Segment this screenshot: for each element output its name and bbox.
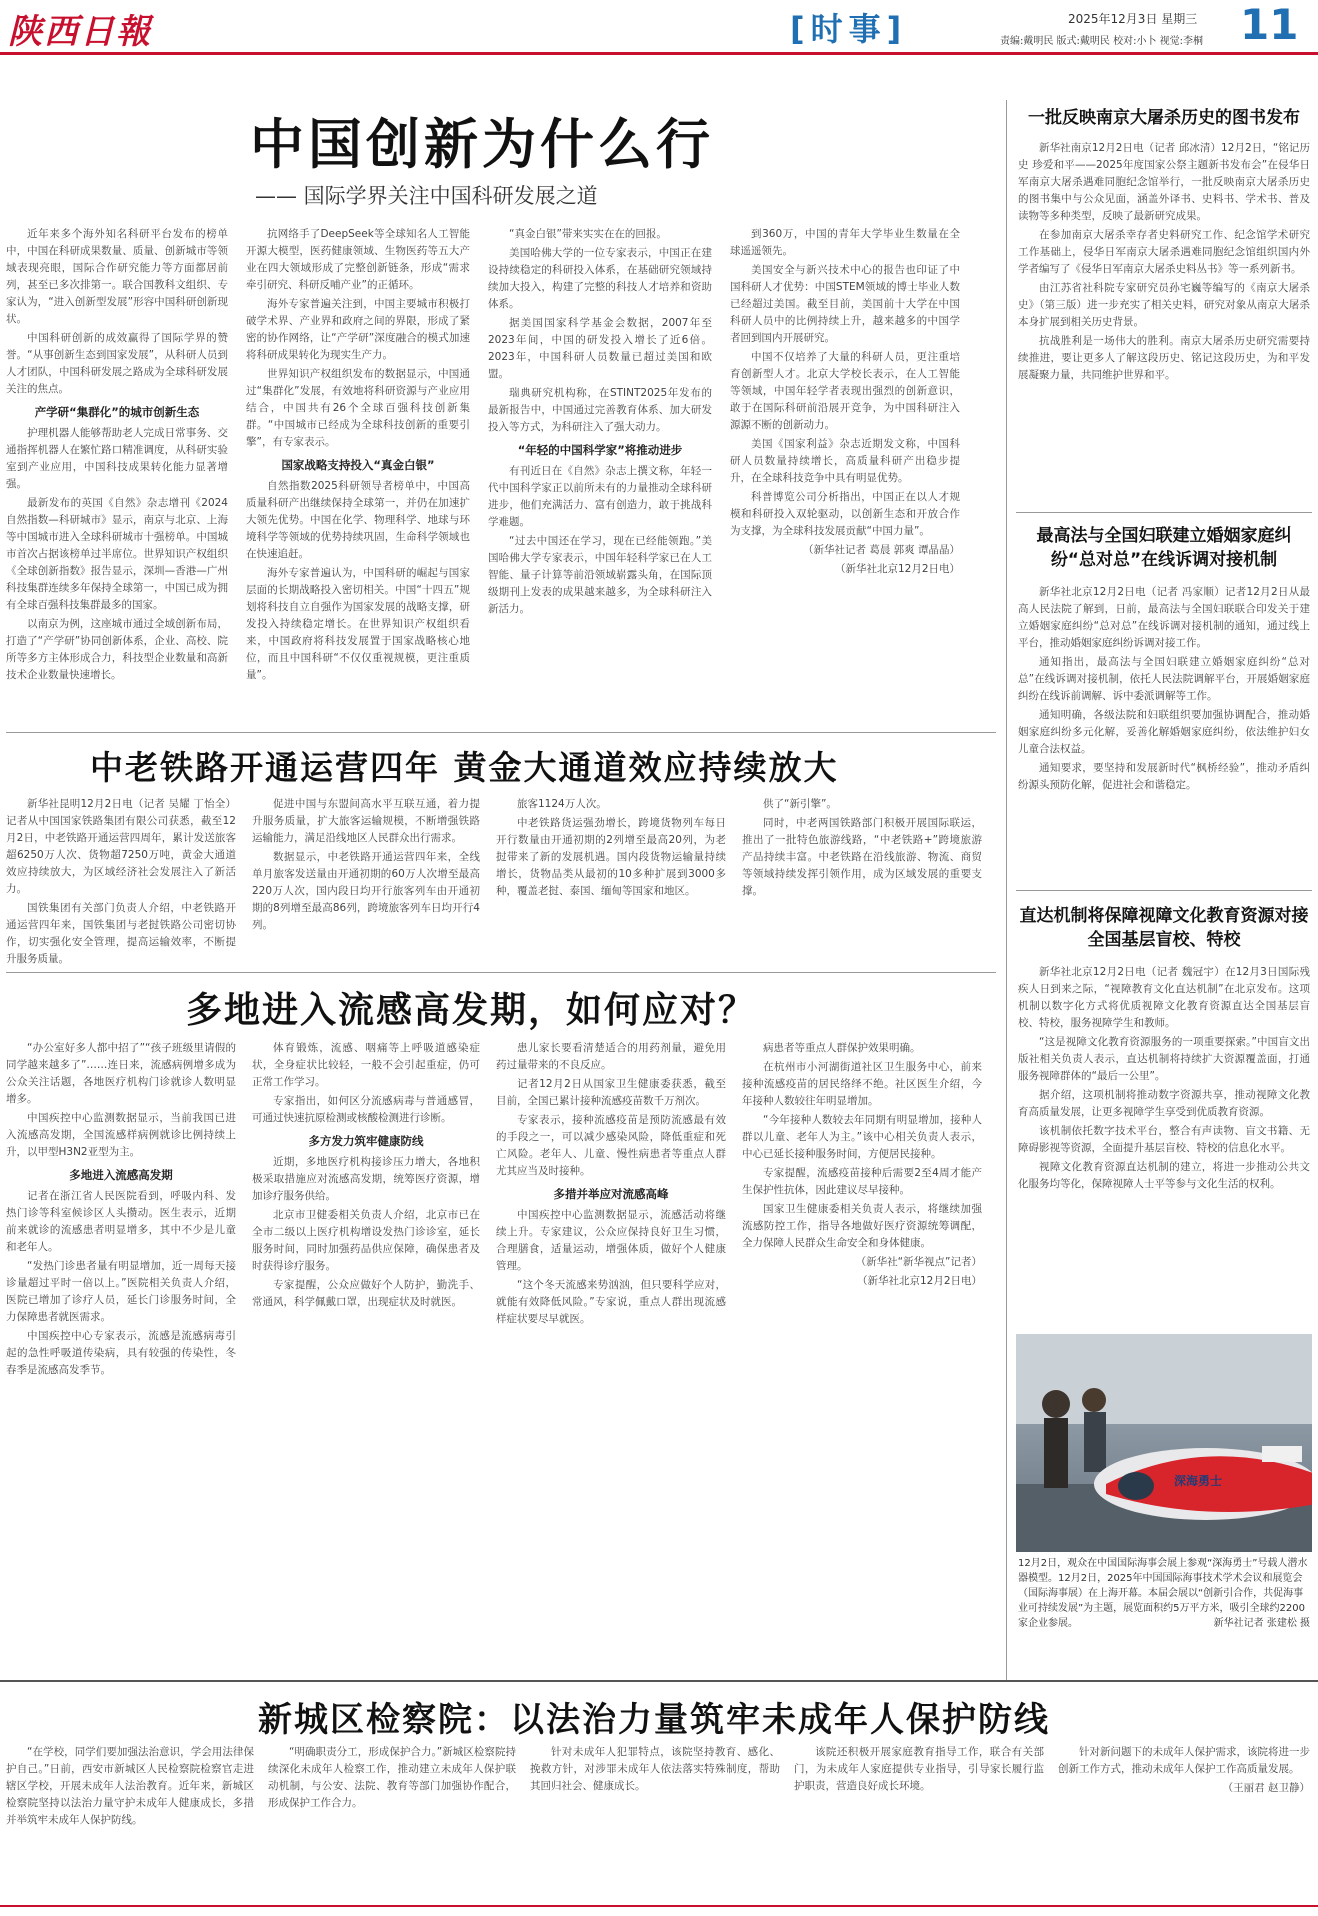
- lead-headline: 中国创新为什么行: [250, 112, 714, 176]
- paragraph: 记者12月2日从国家卫生健康委获悉，截至目前，全国已累计接种流感疫苗数千万剂次。: [496, 1078, 726, 1107]
- bottom-column-2: [268, 1744, 516, 1904]
- paragraph: 世界知识产权组织发布的数据显示，中国通过“集群化”发展，有效地将科研资源与产业应用结合，中国共有26个全球百强科技创新集群。“中国城市已经成为全球科技创新的重要引擎”，有专家表示。: [246, 368, 470, 448]
- divider: [1016, 512, 1312, 513]
- paragraph: 护理机器人能够帮助老人完成日常事务、交通指挥机器人在繁忙路口精准调度，从科研实验室到产业应用，中国科技成果转化能力显著增强。: [6, 427, 228, 490]
- paragraph: “明确职责分工，形成保护合力。”新城区检察院持续深化未成年人检察工作，推动建立未成年人保护联动机制，与公安、法院、教育等部门加强协作配合，形成保护工作合力。: [268, 1746, 516, 1809]
- paragraph: 美国《国家利益》杂志近期发文称，中国科研人员数量持续增长，高质量科研产出稳步提升，在全球科技竞争中具有明显优势。: [730, 438, 960, 484]
- flu-column-4: [742, 1040, 982, 1660]
- paragraph: “过去中国还在学习，现在已经能领跑。”美国哈佛大学专家表示，中国年轻科学家已在人工智能、量子计算等前沿领域崭露头角，在国际顶级期刊上发表的成果越来越多，为全球科研注入新活力。: [488, 535, 712, 615]
- paragraph: 由江苏省社科院专家研究员孙宅巍等编写的《南京大屠杀史》（第三版）进一步充实了相关史料，研究对象从南京大屠杀本身扩展到相关历史背景。: [1018, 282, 1310, 328]
- paragraph: 记者在浙江省人民医院看到，呼吸内科、发热门诊等科室候诊区人头攒动。医生表示，近期前来就诊的流感患者明显增多，其中不少是儿童和老年人。: [6, 1190, 236, 1253]
- flu-column-2: [252, 1040, 480, 1660]
- dateline: （新华社北京12月2日电）: [856, 1275, 982, 1287]
- bottom-column-4: [794, 1744, 1044, 1904]
- side-story-2-body: [1018, 584, 1310, 884]
- footer-rule: [0, 1905, 1318, 1907]
- paragraph: 促进中国与东盟间高水平互联互通，着力提升服务质量，扩大旅客运输规模，不断增强铁路运输能力，满足沿线地区人民群众出行需求。: [252, 798, 480, 844]
- paragraph: 据介绍，这项机制将推动数字资源共享，推动视障文化教育高质量发展，让更多视障学生享受到优质教育资源。: [1018, 1089, 1310, 1118]
- paragraph: 海外专家普遍关注到，中国主要城市积极打破学术界、产业界和政府之间的界限，形成了紧密的协作网络，让“产学研”深度融合的模式加速将科研成果转化为现实生产力。: [246, 298, 470, 361]
- paragraph: 海外专家普遍认为，中国科研的崛起与国家层面的长期战略投入密切相关。中国“十四五”规划将科技自立自强作为国家发展的战略支撑，研发投入持续稳定增长。在世界知识产权组织看来，中国政府将科技发展置于国家战略核心地位，而且中国科研“不仅仅重视规模，更注重质量”。: [246, 567, 470, 681]
- paragraph: 供了“新引擎”。: [763, 798, 837, 810]
- paragraph: 国铁集团有关部门负责人介绍，中老铁路开通运营四年来，国铁集团与老挝铁路公司密切协作，切实强化安全管理，提高运输效率，不断提升服务质量。: [6, 902, 236, 965]
- byline: （新华社“新华视点”记者）: [855, 1256, 982, 1268]
- paragraph: “这个冬天流感来势汹汹，但只要科学应对，就能有效降低风险。”专家说，重点人群出现流感样症状要尽早就医。: [496, 1279, 726, 1325]
- paragraph: 中老铁路货运强劲增长，跨境货物列车每日开行数量由开通初期的2列增至最高20列，为老挝带来了新的发展机遇。国内段货物运输量持续增长，货物品类从最初的10多种扩展到3000多种，覆盖老挝、泰国、缅甸等国家和地区。: [496, 817, 726, 897]
- divider: [0, 1680, 1318, 1682]
- paragraph: 视障文化教育资源直达机制的建立，将进一步推动公共文化服务均等化，保障视障人士平等参与文化生活的权利。: [1018, 1161, 1310, 1190]
- railway-column-1: [6, 796, 236, 976]
- page-number: 11: [1240, 0, 1299, 49]
- flu-column-1: [6, 1040, 236, 1660]
- flu-column-3: [496, 1040, 726, 1660]
- byline: （新华社记者 葛晨 郭爽 谭晶晶）: [802, 544, 960, 556]
- section-heading: 多方发力筑牢健康防线: [308, 1134, 424, 1148]
- paragraph: 近年来多个海外知名科研平台发布的榜单中，中国在科研成果数量、质量、创新城市等领域表现亮眼，国际合作研究能力等方面都居前列，甚至已多次排第一。联合国教科文组织、专家认为，“进入创新型发展”形容中国科研创新现状。: [6, 228, 228, 325]
- paragraph: 瑞典研究机构称，在STINT2025年发布的最新报告中，中国通过完善教育体系、加大研发投入等方式，为科研注入了强大动力。: [488, 387, 712, 433]
- paragraph: 专家提醒，公众应做好个人防护，勤洗手、常通风，科学佩戴口罩，出现症状及时就医。: [252, 1279, 480, 1308]
- section-heading: “年轻的中国科学家”将推动进步: [517, 443, 683, 457]
- paragraph: 同时，中老两国铁路部门积极开展国际联运，推出了一批特色旅游线路，“中老铁路+”跨境旅游产品持续丰富。中老铁路在沿线旅游、物流、商贸等领域持续发挥引领作用，成为区域发展的重要支撑。: [742, 817, 982, 897]
- news-photo: [1016, 1334, 1312, 1552]
- paragraph: 中国疾控中心监测数据显示，当前我国已进入流感高发期，全国流感样病例就诊比例持续上升，以甲型H3N2亚型为主。: [6, 1112, 236, 1158]
- paragraph: 中国疾控中心专家表示，流感是流感病毒引起的急性呼吸道传染病，具有较强的传染性，冬春季是流感高发季节。: [6, 1330, 236, 1376]
- masthead-logo: 陕西日報: [8, 12, 152, 52]
- paragraph: 专家提醒，流感疫苗接种后需要2至4周才能产生保护性抗体，因此建议尽早接种。: [742, 1167, 982, 1196]
- section-heading: 产学研“集群化”的城市创新生态: [34, 405, 200, 419]
- paragraph: 新华社北京12月2日电（记者 魏冠宇）在12月3日国际残疾人日到来之际，“视障教育文化直达机制”在北京发布。这项机制以数字化方式将优质视障文化教育资源直达全国基层盲校、特校，服务视障学生和教师。: [1018, 966, 1310, 1029]
- paragraph: 抗网络手了DeepSeek等全球知名人工智能开源大模型，医药健康领域、生物医药等五大产业在四大领域形成了完整创新链条，形成“需求牵引研究、科研反哺产业”的正循环。: [246, 228, 470, 291]
- side-story-3-body: [1018, 964, 1310, 1324]
- bottom-column-3: [530, 1744, 780, 1904]
- lead-column-2: [246, 226, 470, 728]
- paragraph: 最新发布的英国《自然》杂志增刊《2024自然指数—科研城市》显示，南京与北京、上海等中国城市进入全球科研城市十强榜单。中国城市首次占据该榜单过半席位。世界知识产权组织《全球创新指数》报告显示，深圳—香港—广州科技集群连续多年保持全球第一，中国已成为拥有全球百强科技集群最多的国家。: [6, 497, 228, 611]
- paragraph: 专家表示，接种流感疫苗是预防流感最有效的手段之一，可以减少感染风险，降低重症和死亡风险。老年人、儿童、慢性病患者等重点人群尤其应当及时接种。: [496, 1114, 726, 1177]
- paragraph: 专家指出，如何区分流感病毒与普通感冒，可通过快速抗原检测或核酸检测进行诊断。: [252, 1095, 480, 1124]
- paragraph: 体育锻炼，流感、咽痛等上呼吸道感染症状，全身症状比较轻，一般不会引起重症，仍可正常工作学习。: [252, 1042, 480, 1088]
- paragraph: “这是视障文化教育资源服务的一项重要探索。”中国盲文出版社相关负责人表示，直达机制将持续扩大资源覆盖面，打通服务视障群体的“最后一公里”。: [1018, 1036, 1310, 1082]
- bottom-column-1: [6, 1744, 254, 1904]
- paragraph: 患儿家长要看清楚适合的用药剂量，避免用药过量带来的不良反应。: [496, 1042, 726, 1071]
- lead-subtitle: —— 国际学界关注中国科研发展之道: [255, 184, 598, 208]
- paragraph: 到360万，中国的青年大学毕业生数量在全球遥遥领先。: [730, 228, 960, 257]
- paragraph: 在杭州市小河湖街道社区卫生服务中心，前来接种流感疫苗的居民络绎不绝。社区医生介绍，今年接种人数较往年明显增加。: [742, 1061, 982, 1107]
- lead-column-3: [488, 226, 712, 728]
- paragraph: 自然指数2025科研领导者榜单中，中国高质量科研产出继续保持全球第一，并仍在加速扩大领先优势。中国在化学、物理科学、地球与环境科学等领域的优势持续巩固，生命科学领域也在快速追赶。: [246, 480, 470, 560]
- paragraph: “在学校，同学们要加强法治意识，学会用法律保护自己。”日前，西安市新城区人民检察院检察官走进辖区学校，开展未成年人法治教育。近年来，新城区检察院坚持以法治力量守护未成年人健康成长，多措并举筑牢未成年人保护防线。: [6, 1746, 254, 1826]
- divider: [6, 732, 996, 733]
- paragraph: 有刊近日在《自然》杂志上撰文称，年轻一代中国科学家正以前所未有的力量推动全球科研进步，他们充满活力、富有创造力，敢于挑战科学难题。: [488, 465, 712, 528]
- paragraph: “办公室好多人都中招了”“孩子班级里请假的同学越来越多了”……连日来，流感病例增多成为公众关注话题，各地医疗机构门诊就诊人数明显增多。: [6, 1042, 236, 1105]
- paragraph: 美国安全与新兴技术中心的报告也印证了中国科研人才优势：中国STEM领域的博士毕业人数已经超过美国。截至目前，美国前十大学在中国科研人员中的比例持续上升，越来越多的中国学者回到国内开展研究。: [730, 264, 960, 344]
- caption-text: 12月2日，观众在中国国际海事会展上参观“深海勇士”号载人潜水器模型。12月2日，2025年中国国际海事技术学术会议和展览会（国际海事展）在上海开幕。本届会展以“创新引合作，共促海事业可持续发展”为主题，展览面积约5万平方米，吸引全球约2200家企业参展。: [1018, 1558, 1308, 1629]
- flu-headline: 多地进入流感高发期，如何应对？: [186, 989, 757, 1031]
- paragraph: 新华社南京12月2日电（记者 邱冰清）12月2日，“铭记历史 珍爱和平——2025年度国家公祭主题新书发布会”在侵华日军南京大屠杀遇难同胞纪念馆举行，一批反映南京大屠杀历史的图书集中与公众见面，涵盖外译书、史料书、学术书、普及读物等多种类型，反映了最新研究成果。: [1018, 142, 1310, 222]
- paragraph: 中国科研创新的成效赢得了国际学界的赞誉。“从事创新生态到国家发展”，从科研人员到人才团队，中国科研发展之路成为全球科研发展关注的焦点。: [6, 332, 228, 395]
- railway-column-2: [252, 796, 480, 976]
- paragraph: 新华社北京12月2日电（记者 冯家顺）记者12月2日从最高人民法院了解到，日前，最高法与全国妇联联合印发关于建立婚姻家庭纠纷“总对总”在线诉调对接机制的通知，通过线上平台，推动婚姻家庭纠纷诉调对接工作。: [1018, 586, 1310, 649]
- section-heading: 国家战略支持投入“真金白银”: [281, 458, 435, 472]
- bottom-column-5: [1058, 1744, 1310, 1904]
- lead-column-1: [6, 226, 228, 728]
- lead-column-4: [730, 226, 960, 728]
- paragraph: 病患者等重点人群保护效果明确。: [763, 1042, 921, 1054]
- publication-date: 2025年12月3日 星期三: [1068, 12, 1198, 26]
- paragraph: 国家卫生健康委相关负责人表示，将继续加强流感防控工作，指导各地做好医疗资源统筹调配，全力保障人民群众生命安全和身体健康。: [742, 1203, 982, 1249]
- section-tag: [时事]: [790, 10, 908, 48]
- bottom-headline: 新城区检察院：以法治力量筑牢未成年人保护防线: [258, 1700, 1050, 1740]
- byline: （王丽君 赵卫静）: [1222, 1782, 1310, 1794]
- paragraph: 通知明确，各级法院和妇联组织要加强协调配合，推动婚姻家庭纠纷多元化解，妥善化解婚姻家庭纠纷，依法维护妇女儿童合法权益。: [1018, 709, 1310, 755]
- right-column-divider: [1006, 100, 1007, 1680]
- photo-caption: [1018, 1556, 1310, 1664]
- editors-line: 责编:戴明民 版式:戴明民 校对:小卜 视觉:李桐: [1000, 36, 1204, 47]
- paragraph: 北京市卫健委相关负责人介绍，北京市已在全市二级以上医疗机构增设发热门诊诊室，延长服务时间，同时加强药品供应保障，确保患者及时获得诊疗服务。: [252, 1209, 480, 1272]
- paragraph: 该院还积极开展家庭教育指导工作，联合有关部门，为未成年人家庭提供专业指导，引导家长履行监护职责，营造良好成长环境。: [794, 1746, 1044, 1792]
- railway-column-3: [496, 796, 726, 976]
- side-story-1-body: [1018, 140, 1310, 508]
- submersible-label: 深海勇士: [1174, 1474, 1223, 1488]
- photo-credit: 新华社记者 张建松 摄: [1213, 1618, 1310, 1629]
- side-story-1-title: 一批反映南京大屠杀历史的图书发布: [1028, 108, 1300, 128]
- paragraph: 中国疾控中心监测数据显示，流感活动将继续上升。专家建议，公众应保持良好卫生习惯，合理膳食，适量运动，增强体质，做好个人健康管理。: [496, 1209, 726, 1272]
- dateline: （新华社北京12月2日电）: [834, 563, 960, 575]
- paragraph: 针对新问题下的未成年人保护需求，该院将进一步创新工作方式，推动未成年人保护工作高质量发展。: [1058, 1746, 1310, 1775]
- paragraph: 在参加南京大屠杀幸存者史料研究工作、纪念馆学术研究工作基础上，侵华日军南京大屠杀遇难同胞纪念馆组织国内外学者编写了《侵华日军南京大屠杀史料丛书》等一系列新书。: [1018, 229, 1310, 275]
- paragraph: 科普博览公司分析指出，中国正在以人才规模和科研投入双轮驱动，以创新生态和开放合作为支撑，为全球科技发展贡献“中国力量”。: [730, 491, 960, 537]
- divider: [6, 972, 996, 973]
- submersible-model-illustration: [1016, 1334, 1312, 1552]
- paragraph: “真金白银”带来实实在在的回报。: [509, 228, 667, 240]
- paragraph: 针对未成年人犯罪特点，该院坚持教育、感化、挽救方针，对涉罪未成年人依法落实特殊制度，帮助其回归社会、健康成长。: [530, 1746, 780, 1792]
- masthead-rule: [0, 52, 1318, 55]
- paragraph: 近期，多地医疗机构接诊压力增大，各地积极采取措施应对流感高发期，统筹医疗资源，增加诊疗服务供给。: [252, 1156, 480, 1202]
- railway-column-4: [742, 796, 982, 976]
- paragraph: 旅客1124万人次。: [517, 798, 607, 810]
- paragraph: 以南京为例，这座城市通过全域创新布局，打造了“产学研”协同创新体系，企业、高校、院所等多方主体形成合力，科技型企业数量和高新技术企业数量快速增长。: [6, 618, 228, 681]
- paragraph: 通知要求，要坚持和发展新时代“枫桥经验”，推动矛盾纠纷源头预防化解，促进社会和谐稳定。: [1018, 762, 1310, 791]
- paragraph: 抗战胜利是一场伟大的胜利。南京大屠杀历史研究需要持续推进，要让更多人了解这段历史、铭记这段历史，为和平发展凝聚力量，共同维护世界和平。: [1018, 335, 1310, 381]
- paragraph: 美国哈佛大学的一位专家表示，中国正在建设持续稳定的科研投入体系，在基础研究领域持续加大投入，构建了完整的科技人才培养和资助体系。: [488, 247, 712, 310]
- paragraph: 数据显示，中老铁路开通运营四年来，全线单月旅客发送量由开通初期的60万人次增至最高220万人次，国内段日均开行旅客列车由开通初期的8列增至最高86列，跨境旅客列车日均开行4列。: [252, 851, 480, 931]
- side-story-2-title: 最高法与全国妇联建立婚姻家庭纠纷“总对总”在线诉调对接机制: [1036, 526, 1292, 570]
- section-heading: 多地进入流感高发期: [69, 1168, 173, 1182]
- paragraph: “今年接种人数较去年同期有明显增加，接种人群以儿童、老年人为主。”该中心相关负责人表示，中心已延长接种服务时间，方便居民接种。: [742, 1114, 982, 1160]
- paragraph: 中国不仅培养了大量的科研人员，更注重培育创新型人才。北京大学校长表示，在人工智能等领域，中国年轻学者表现出强烈的创新意识，敢于在国际科研前沿展开竞争，为中国科研注入源源不断的创新动力。: [730, 351, 960, 431]
- side-story-3-title: 直达机制将保障视障文化教育资源对接全国基层盲校、特校: [1019, 906, 1309, 950]
- paragraph: 该机制依托数字技术平台，整合有声读物、盲文书籍、无障碍影视等资源，全面提升基层盲校、特校的信息化水平。: [1018, 1125, 1310, 1154]
- railway-headline: 中老铁路开通运营四年 黄金大通道效应持续放大: [90, 748, 839, 787]
- paragraph: 据美国国家科学基金会数据，2007年至2023年间，中国的研发投入增长了近6倍。2023年，中国科研人员数量已超过美国和欧盟。: [488, 317, 712, 380]
- section-heading: 多措并举应对流感高峰: [553, 1187, 669, 1201]
- paragraph: 新华社昆明12月2日电（记者 吴耀 丁怡全）记者从中国国家铁路集团有限公司获悉，截至12月2日，中老铁路开通运营四周年，累计发送旅客超6250万人次、货物超7250万吨，黄金大通道效应持续放大，为区域经济社会发展注入了新活力。: [6, 798, 236, 895]
- paragraph: 通知指出，最高法与全国妇联建立婚姻家庭纠纷“总对总”在线诉调对接机制，依托人民法院调解平台，开展婚姻家庭纠纷在线诉前调解、诉中委派调解等工作。: [1018, 656, 1310, 702]
- paragraph: “发热门诊患者量有明显增加，近一周每天接诊量超过平时一倍以上。”医院相关负责人介绍，医院已增加了诊疗人员，延长门诊服务时间，全力保障患者就医需求。: [6, 1260, 236, 1323]
- divider: [1016, 890, 1312, 891]
